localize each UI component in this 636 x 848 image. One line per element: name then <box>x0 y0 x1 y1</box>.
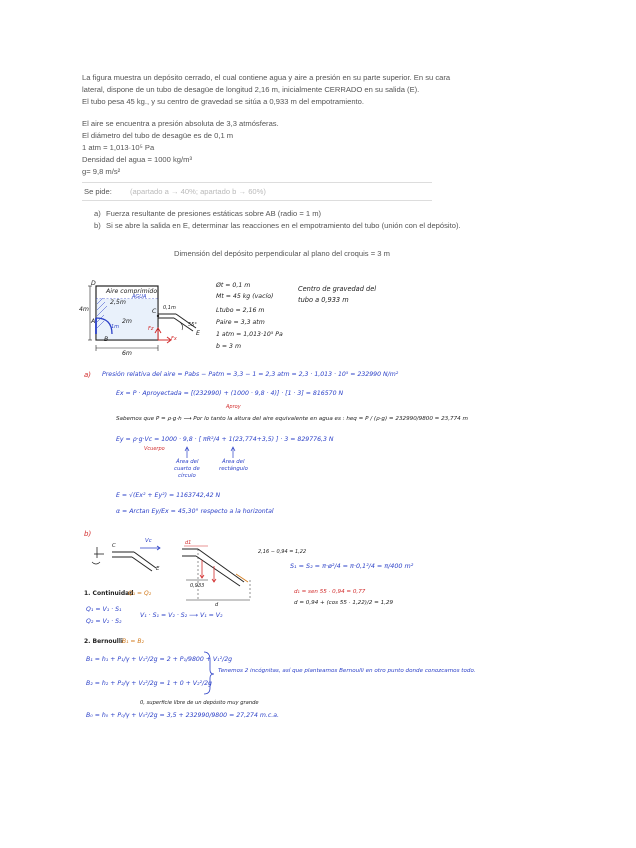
solution-b-label: b) <box>84 530 92 538</box>
continuidad-eq: Q₁ = Q₂ <box>128 590 152 597</box>
solution-a-label: a) <box>84 371 92 379</box>
solution-a-line-4: Ey = ρ·g·Vc = 1000 · 9,8 · [ πR²/4 + 1(23,774+3,5) ] · 3 = 829776,3 N <box>116 436 334 443</box>
fbd-len: 2,16 − 0,94 = 1,22 <box>258 549 307 555</box>
data-line-2: El diámetro del tubo de desagüe es de 0,1 m <box>82 131 234 140</box>
area-right-1: Área del <box>222 459 245 465</box>
fig-data-5: 1 atm = 1,013·10⁵ Pa <box>216 331 283 338</box>
fig-label-agua: AGUA <box>132 294 147 300</box>
fig-data-2: Mt = 45 kg (vacío) <box>216 293 274 300</box>
b0-note: 0, superficie libre de un depósito muy grande <box>140 700 259 706</box>
fig-label-d: D <box>91 280 96 287</box>
fig-data-1: Øt = 0,1 m <box>216 282 251 289</box>
question-a-label: a) <box>94 209 101 218</box>
question-b-label: b) <box>94 221 101 230</box>
bernoulli-b1: B₁ = h₁ + P₁/γ + V₁²/2g = 2 + P₁/9800 + V₁²/2g <box>86 656 233 663</box>
cg-note-2: tubo a 0,933 m <box>298 296 349 304</box>
bernoulli-eq: B₁ = B₂ <box>122 638 144 645</box>
area-left-3: círculo <box>178 473 196 479</box>
fbd-c: C <box>112 543 116 549</box>
fig-label-2m: 2m <box>122 318 132 325</box>
fig-label-6m: 6m <box>122 350 132 357</box>
fig-label-tube: 0,1m <box>163 305 176 311</box>
fig-label-c: C <box>152 308 157 315</box>
fig-label-e: E <box>196 330 200 337</box>
fig-data-4: Paire = 3,3 atm <box>216 319 265 326</box>
statement-line-2: lateral, dispone de un tubo de desagüe de longitud 2,16 m, inicialmente CERRADO en su salida (E). <box>82 85 420 94</box>
solution-a-line-3: Sabemos que P = ρ·g·h ⟶ Por lo tanto la altura del aire equivalente en agua es : heq = P / (ρ·g) = 232990/9800 = 23,774 m <box>116 416 468 422</box>
data-line-4: Densidad del agua = 1000 kg/m³ <box>82 155 192 164</box>
solution-a-line-1: Presión relativa del aire = Pabs − Patm = 3,3 − 1 = 2,3 atm = 2,3 · 1,013 · 10⁵ = 232990 N/m² <box>102 371 399 378</box>
continuidad-result: V₁ · S₁ = V₂ · S₂ ⟶ V₁ = V₂ <box>140 612 223 619</box>
fig-label-1m: 1m <box>111 324 120 330</box>
fig-label-fx: Fx <box>171 336 177 342</box>
bernoulli-note: Tenemos 2 incógnitas, así que planteamos Bernoulli en otro punto donde conozcamos todo. <box>218 668 476 674</box>
fig-label-angle: 55° <box>188 322 197 328</box>
data-line-3: 1 atm = 1,013·10⁵ Pa <box>82 143 155 152</box>
area-right-2: rectángulo <box>219 466 248 472</box>
fbd-d1: d1 <box>185 540 192 546</box>
bernoulli-b2: B₂ = h₂ + P₂/γ + V₂²/2g = 1 + 0 + V₂²/2g <box>86 680 212 687</box>
solution-a-angle: α = Arctan Ey/Ex = 45,30° respecto a la horizontal <box>116 508 274 515</box>
se-pide-note: (apartado a → 40%; apartado b → 60%) <box>130 187 266 196</box>
fig-label-fz: Fz <box>148 326 154 332</box>
fig-label-2-5m: 2,5m <box>110 299 126 306</box>
fig-label-aire: Aire comprimido <box>106 288 158 295</box>
bernoulli-title: 2. Bernoulli <box>84 638 123 645</box>
bernoulli-b0: B₀ = h₀ + P₀/γ + V₀²/2g = 3,5 + 232990/9800 = 27,274 m.c.a. <box>86 712 279 719</box>
area-left-1: Área del <box>176 459 199 465</box>
solution-a-vcuerpo: Vcuerpo <box>144 446 165 452</box>
solution-a-line-2: Ex = P · Aproyectada = [(232990) + (1000 · 9,8 · 4)] · [1 · 3] = 816570 N <box>116 390 344 397</box>
fig-data-6: b = 3 m <box>216 343 241 350</box>
continuidad-title: 1. Continuidad <box>84 590 134 597</box>
section-d-eq: d = 0,94 + (cos 55 · 1,22)/2 = 1,29 <box>294 600 394 606</box>
continuidad-q1: Q₁ = V₁ · S₁ <box>86 606 122 613</box>
data-line-5: g= 9,8 m/s² <box>82 167 121 176</box>
fbd-e: E <box>156 566 160 572</box>
question-b-text: Si se abre la salida en E, determinar las reacciones en el empotramiento del tubo (unión con el depósito). <box>106 221 461 230</box>
se-pide-label: Se pide: <box>84 187 112 196</box>
statement-line-3: El tubo pesa 45 kg., y su centro de gravedad se sitúa a 0,933 m del empotramiento. <box>82 97 364 106</box>
data-line-1: El aire se encuentra a presión absoluta de 3,3 atmósferas. <box>82 119 279 128</box>
fig-label-4m: 4m <box>79 306 89 313</box>
area-left-2: cuarto de <box>174 466 200 472</box>
fig-label-a: A <box>91 318 96 325</box>
fig-data-3: Ltubo = 2,16 m <box>216 307 265 314</box>
statement-line-1: La figura muestra un depósito cerrado, el cual contiene agua y aire a presión en su parte superior. En su cara <box>82 73 451 82</box>
fbd-vc: Vc <box>145 538 152 544</box>
continuidad-q2: Q₂ = V₂ · S₂ <box>86 618 122 625</box>
solution-a-aproy: Aproy <box>226 404 241 410</box>
section-s-eq: S₁ = S₂ = π·ø²/4 = π·0,1²/4 = π/400 m² <box>290 562 414 570</box>
fbd-dim: 0,933 <box>190 583 205 589</box>
section-d1-eq: d₁ = sen 55 · 0,94 = 0,77 <box>294 589 366 595</box>
cg-note-1: Centro de gravedad del <box>298 285 377 293</box>
question-a-text: Fuerza resultante de presiones estáticas sobre AB (radio = 1 m) <box>106 209 322 218</box>
dimension-note: Dimensión del depósito perpendicular al plano del croquis = 3 m <box>174 249 390 258</box>
fig-label-b: B <box>104 336 109 343</box>
solution-a-resultant: E = √(Ex² + Ey²) = 1163742,42 N <box>116 492 221 499</box>
fbd-d: d <box>215 602 219 608</box>
